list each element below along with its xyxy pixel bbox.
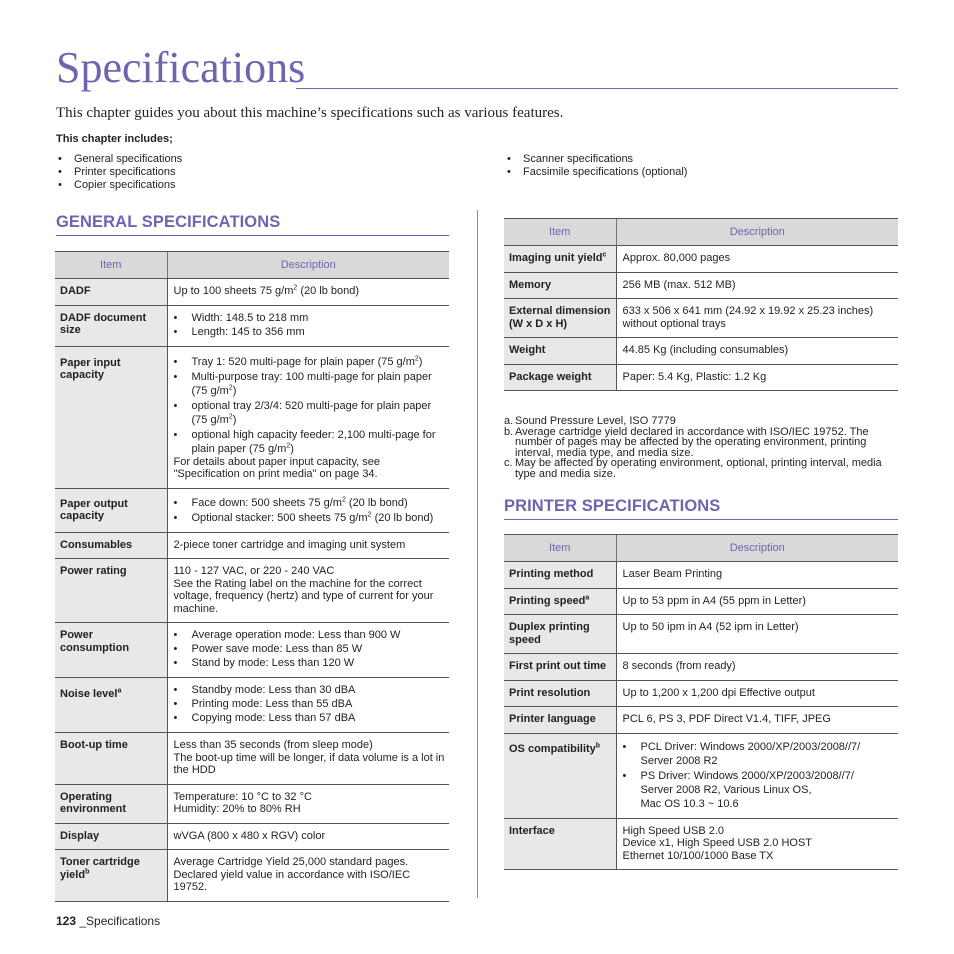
- page-footer: [56, 914, 160, 928]
- column-header-item: Item: [504, 535, 616, 562]
- list-item: • General specifications: [56, 153, 182, 166]
- includes-list-left: [56, 153, 182, 192]
- table-row: [504, 707, 898, 734]
- column-header-description: Description: [616, 535, 898, 562]
- row-description: High Speed USB 2.0 Device x1, High Speed USB 2.0 HOST Ethernet 10/100/1000 Base TX: [616, 818, 898, 870]
- row-description: [616, 733, 898, 818]
- row-item: First print out time: [504, 654, 616, 681]
- list-item: • Scanner specifications: [505, 153, 687, 166]
- list-item: • Standby mode: Less than 30 dBA: [174, 684, 446, 697]
- table-row: [55, 305, 449, 346]
- table-row: [55, 623, 449, 678]
- row-description: wVGA (800 x 480 x RGV) color: [167, 823, 449, 850]
- row-item: External dimension (W x D x H): [504, 299, 616, 338]
- row-item: Print resolution: [504, 680, 616, 707]
- general-specifications-table: [55, 251, 449, 902]
- row-item: Display: [55, 823, 167, 850]
- table-row: [504, 364, 898, 391]
- row-description: 44.85 Kg (including consumables): [616, 338, 898, 365]
- row-description: Average Cartridge Yield 25,000 standard pages. Declared yield value in accordance with ISO/IEC 19752.: [167, 850, 449, 902]
- row-description: Laser Beam Printing: [616, 562, 898, 589]
- row-description: 2-piece toner cartridge and imaging unit system: [167, 532, 449, 559]
- list-item: • PS Driver: Windows 2000/XP/2003/2008//7/ Server 2008 R2, Various Linux OS, Mac OS 10.3 ~ 10.6: [623, 769, 895, 811]
- row-item: Power consumption: [55, 623, 167, 678]
- footnote: b. Average cartridge yield declared in accordance with ISO/IEC 19752. The number of pages may be affected by the operating environment, printing interval, media type, and media size.: [504, 425, 869, 459]
- footnote: a. Sound Pressure Level, ISO 7779: [504, 415, 676, 427]
- row-description: PCL 6, PS 3, PDF Direct V1.4, TIFF, JPEG: [616, 707, 898, 734]
- row-item: Memory: [504, 272, 616, 299]
- table-header-row: [55, 252, 449, 279]
- list-item: • Power save mode: Less than 85 W: [174, 643, 446, 656]
- table-row: [55, 784, 449, 823]
- list-item: • Face down: 500 sheets 75 $g/m^2$ (20 lb bond): [174, 496, 446, 510]
- row-item: Power rating: [55, 559, 167, 623]
- table-row: [504, 615, 898, 654]
- row-item: DADF: [55, 279, 167, 306]
- row-description: [167, 678, 449, 733]
- column-header-description: Description: [167, 252, 449, 279]
- row-description: [167, 346, 449, 488]
- table-row: [504, 562, 898, 589]
- table-row: [55, 850, 449, 902]
- row-item: Duplex printing speed: [504, 615, 616, 654]
- footnotes: [504, 416, 898, 480]
- row-description: [167, 623, 449, 678]
- row-item: Interface: [504, 818, 616, 870]
- list-item: • optional tray 2/3/4: 520 multi-page for plain paper (75 $g/m^2$): [174, 399, 446, 427]
- row-description: Up to 100 sheets 75 $g/m^2$ (20 lb bond): [167, 279, 449, 306]
- row-description: 110 - 127 VAC, or 220 - 240 VAC See the Rating label on the machine for the correct voltage, frequency (hertz) and type of current for your machine.: [167, 559, 449, 623]
- row-item: Paper input capacity: [55, 346, 167, 488]
- list-item: • Facsimile specifications (optional): [505, 166, 687, 179]
- table-row: [55, 346, 449, 488]
- table-row: [55, 559, 449, 623]
- table-row: [504, 272, 898, 299]
- table-row: [504, 299, 898, 338]
- row-item: Operating environment: [55, 784, 167, 823]
- list-item: • Tray 1: 520 multi-page for plain paper (75 $g/m^2$): [174, 355, 446, 369]
- printer-specifications-table: [504, 534, 898, 870]
- row-description: 8 seconds (from ready): [616, 654, 898, 681]
- row-description: [167, 488, 449, 532]
- list-item: • PCL Driver: Windows 2000/XP/2003/2008//7/ Server 2008 R2: [623, 740, 895, 768]
- row-item: Printer language: [504, 707, 616, 734]
- table-row: [55, 823, 449, 850]
- title-rule: [296, 88, 898, 89]
- row-item: Imaging unit yield$^c$: [504, 246, 616, 273]
- general-specifications-table-continued: [504, 218, 898, 391]
- row-description: 633 x 506 x 641 mm (24.92 x 19.92 x 25.23 inches) without optional trays: [616, 299, 898, 338]
- includes-list-right: [505, 153, 687, 179]
- table-row: [55, 678, 449, 733]
- row-item: Printing speed$^a$: [504, 588, 616, 615]
- column-header-item: Item: [504, 219, 616, 246]
- row-description: Up to 1,200 x 1,200 dpi Effective output: [616, 680, 898, 707]
- row-item: Weight: [504, 338, 616, 365]
- row-description: Up to 53 ppm in A4 (55 ppm in Letter): [616, 588, 898, 615]
- row-item: DADF document size: [55, 305, 167, 346]
- list-item: • Copying mode: Less than 57 dBA: [174, 712, 446, 725]
- table-row: [55, 532, 449, 559]
- column-header-item: Item: [55, 252, 167, 279]
- paper-input-note: For details about paper input capacity, see "Specification on print media" on page 34.: [173, 455, 380, 480]
- table-row: [504, 588, 898, 615]
- list-item: • Length: 145 to 356 mm: [174, 326, 446, 339]
- list-item: • Optional stacker: 500 sheets 75 $g/m^2$ (20 lb bond): [174, 511, 446, 525]
- footer-section: _Specifications: [76, 914, 161, 928]
- table-header-row: [504, 219, 898, 246]
- list-item: • Multi-purpose tray: 100 multi-page for plain paper (75 $g/m^2$): [174, 370, 446, 398]
- row-item: OS compatibility$^b$: [504, 733, 616, 818]
- table-header-row: [504, 535, 898, 562]
- list-item: • Copier specifications: [56, 179, 182, 192]
- table-row: [55, 279, 449, 306]
- includes-label: This chapter includes;: [56, 133, 173, 145]
- row-item: Boot-up time: [55, 733, 167, 785]
- row-description: Up to 50 ipm in A4 (52 ipm in Letter): [616, 615, 898, 654]
- table-row: [504, 654, 898, 681]
- row-description: 256 MB (max. 512 MB): [616, 272, 898, 299]
- chapter-title: Specifications: [56, 43, 306, 92]
- table-row: [504, 680, 898, 707]
- list-item: • Printing mode: Less than 55 dBA: [174, 698, 446, 711]
- column-divider: [477, 210, 478, 898]
- column-header-description: Description: [616, 219, 898, 246]
- row-description: Temperature: 10 °C to 32 °C Humidity: 20% to 80% RH: [167, 784, 449, 823]
- printer-specifications-heading: PRINTER SPECIFICATIONS: [504, 497, 898, 520]
- table-row: [504, 818, 898, 870]
- table-row: [55, 488, 449, 532]
- list-item: • Average operation mode: Less than 900 W: [174, 629, 446, 642]
- chapter-intro: This chapter guides you about this machine’s specifications such as various features.: [56, 105, 564, 121]
- list-item: • Stand by mode: Less than 120 W: [174, 657, 446, 670]
- row-description: Approx. 80,000 pages: [616, 246, 898, 273]
- list-item: • Width: 148.5 to 218 mm: [174, 312, 446, 325]
- page-number: 123: [56, 914, 77, 928]
- row-description: Paper: 5.4 Kg, Plastic: 1.2 Kg: [616, 364, 898, 391]
- row-item: Noise level$^a$: [55, 678, 167, 733]
- row-item: Printing method: [504, 562, 616, 589]
- row-item: Paper output capacity: [55, 488, 167, 532]
- row-description: [167, 305, 449, 346]
- row-item: Toner cartridge yield$^b$: [55, 850, 167, 902]
- table-row: [55, 733, 449, 785]
- row-item: Package weight: [504, 364, 616, 391]
- row-item: Consumables: [55, 532, 167, 559]
- row-description: Less than 35 seconds (from sleep mode) The boot-up time will be longer, if data volume is a lot in the HDD: [167, 733, 449, 785]
- list-item: • optional high capacity feeder: 2,100 multi-page for plain paper (75 $g/m^2$): [174, 428, 446, 456]
- general-specifications-heading: GENERAL SPECIFICATIONS: [56, 213, 449, 236]
- table-row: [504, 733, 898, 818]
- list-item: • Printer specifications: [56, 166, 182, 179]
- footnote: c. May be affected by operating environment, optional, printing interval, media type and media size.: [504, 457, 882, 480]
- table-row: [504, 246, 898, 273]
- table-row: [504, 338, 898, 365]
